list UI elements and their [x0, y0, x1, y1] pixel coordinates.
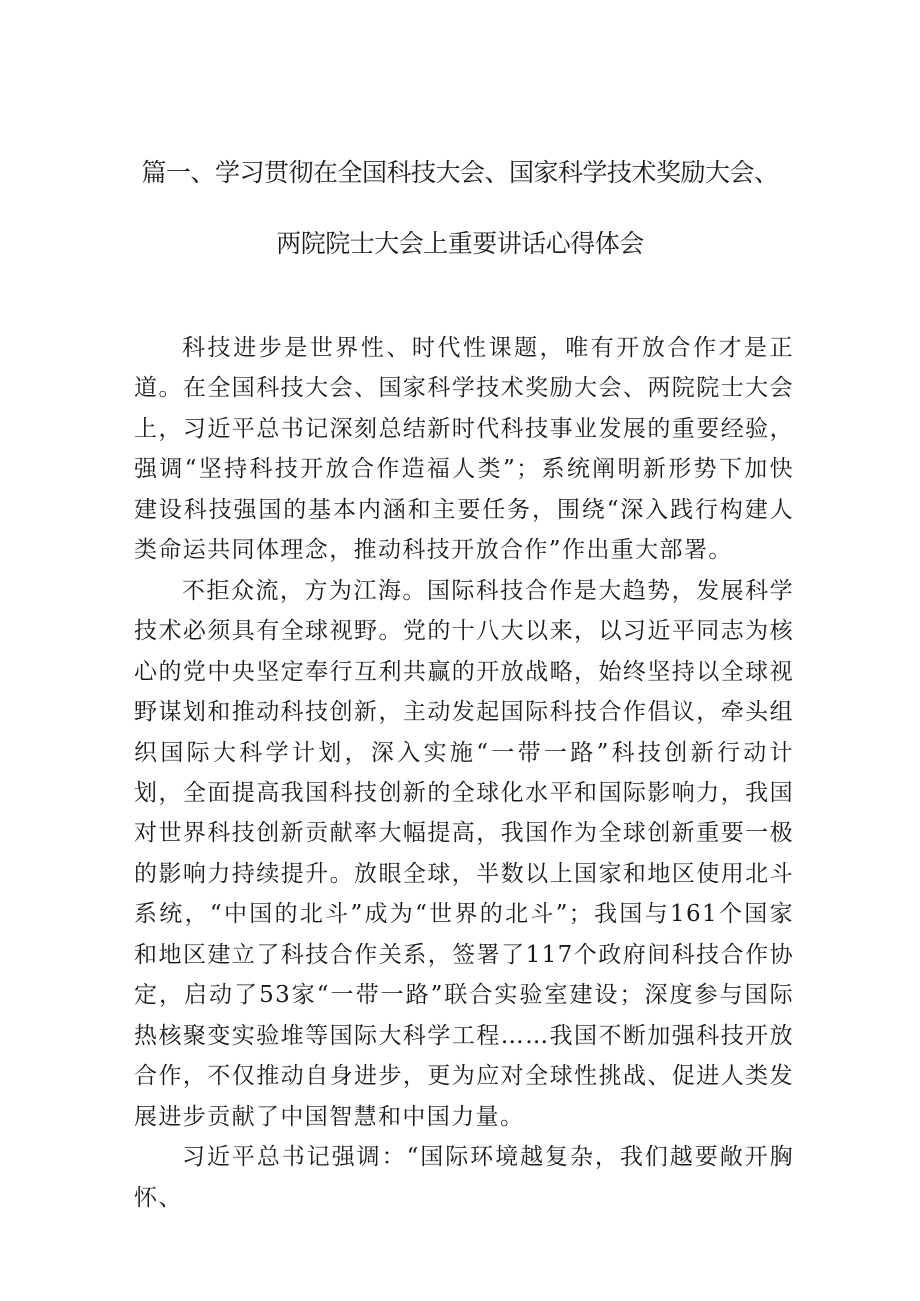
- paragraph-2: 不拒众流，方为江海。国际科技合作是大趋势，发展科学技术必须具有全球视野。党的十八大以来，以习近平同志为核心的党中央坚定奉行互利共赢的开放战略，始终坚持以全球视野谋划和推动科技创新，主动发起国际科技合作倡议，牵头组织国际大科学计划，深入实施“一带一路”科技创新行动计划，全面提高我国科技创新的全球化水平和国际影响力，我国对世界科技创新贡献率大幅提高，我国作为全球创新重要一极的影响力持续提升。放眼全球，半数以上国家和地区使用北斗系统，“中国的北斗”成为“世界的北斗”；我国与161个国家和地区建立了科技合作关系，签署了117个政府间科技合作协定，启动了53家“一带一路”联合实验室建设；深度参与国际热核聚变实验堆等国际大科学工程……我国不断加强科技开放合作，不仅推动自身进步，更为应对全球性挑战、促进人类发展进步贡献了中国智慧和中国力量。: [134, 577, 794, 1130]
- document-title-line-1: 篇一、学习贯彻在全国科技大会、国家科学技术奖励大会、: [141, 158, 779, 187]
- paragraph-3: 习近平总书记强调：“国际环境越复杂，我们越要敞开胸怀、: [134, 1144, 794, 1211]
- paragraph-1: 科技进步是世界性、时代性课题，唯有开放合作才是正道。在全国科技大会、国家科学技术奖励大会、两院院士大会上，习近平总书记深刻总结新时代科技事业发展的重要经验，强调“坚持科技开放合作造福人类”；系统阐明新形势下加快建设科技强国的基本内涵和主要任务，围绕“深入践行构建人类命运共同体理念，推动科技开放合作”作出重大部署。: [134, 335, 794, 564]
- document-body: [134, 328, 794, 1218]
- document-title-line-2: 两院院士大会上重要讲话心得体会: [276, 229, 644, 258]
